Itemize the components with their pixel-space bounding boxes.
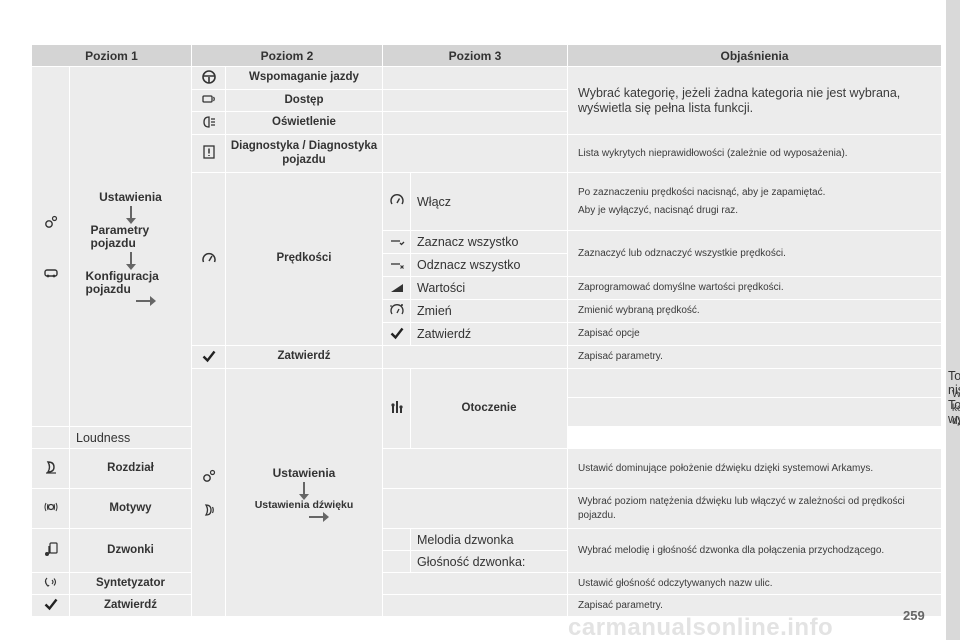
- header-explanations: Objaśnienia: [568, 45, 942, 67]
- settings-gear-icon: [43, 214, 59, 230]
- nav-ustawienia[interactable]: Ustawienia: [99, 189, 162, 204]
- zaznacz-wszystko[interactable]: Zaznacz wszystko: [411, 231, 568, 254]
- settings-gear-icon: [201, 468, 217, 484]
- wlacz-explanation: Po zaznaczeniu prędkości nacisnąć, aby je zapamiętać. Aby je wyłączyć, nacisnąć drugi raz.: [568, 173, 942, 231]
- arrow-down-icon: [130, 206, 132, 220]
- steering-wheel-icon: [201, 69, 217, 85]
- diagnostics-icon: [201, 144, 217, 160]
- nav-konfiguracja-pojazdu[interactable]: Konfiguracja pojazdu: [85, 269, 159, 297]
- ambience-icon: [43, 499, 59, 515]
- header-level-1: Poziom 1: [32, 45, 192, 67]
- arrow-right-icon: [309, 516, 323, 518]
- zatwierdz-parameters[interactable]: Zatwierdź: [226, 346, 383, 369]
- nav-ustawienia-2[interactable]: Ustawienia: [272, 466, 336, 481]
- change-speed-icon: [389, 302, 405, 318]
- speedometer-icon: [201, 250, 217, 266]
- checkmark-icon: [201, 348, 217, 364]
- wspomaganie-jazdy[interactable]: Wspomaganie jazdy: [226, 67, 383, 90]
- rozdzial[interactable]: Rozdział: [70, 449, 192, 489]
- odznacz-wszystko[interactable]: Odznacz wszystko: [411, 254, 568, 277]
- headlight-icon: [201, 114, 217, 130]
- arrow-down-icon: [303, 482, 305, 496]
- motywy-explanation: Wybrać poziom natężenia dźwięku lub włączyć w zależności od prędkości pojazdu.: [568, 489, 942, 529]
- settings-table: [31, 44, 942, 617]
- otoczenie[interactable]: Otoczenie: [411, 369, 568, 449]
- syntetyzator-explanation: Ustawić głośność odczytywanych nazw ulic.: [568, 573, 942, 595]
- header-level-3: Poziom 3: [383, 45, 568, 67]
- table-row: [32, 573, 942, 595]
- motywy[interactable]: Motywy: [70, 489, 192, 529]
- rozdzial-explanation: Ustawić dominujące położenie dźwięku dzięki systemowi Arkamys.: [568, 449, 942, 489]
- zmien[interactable]: Zmień: [411, 300, 568, 323]
- zmien-explanation: Zmienić wybraną prędkość.: [568, 300, 942, 323]
- table-row: [32, 449, 942, 489]
- syntetyzator[interactable]: Syntetyzator: [70, 573, 192, 595]
- sound-distribution-icon: [43, 459, 59, 475]
- nav-ustawienia-dzwieku[interactable]: Ustawienia dźwięku: [254, 499, 354, 512]
- dostep[interactable]: Dostęp: [226, 90, 383, 112]
- predkosci[interactable]: Prędkości: [226, 173, 383, 346]
- watermark-site: carmanualsonline.info: [568, 614, 834, 640]
- checkmark-icon: [43, 596, 59, 612]
- speed-memorize-icon: [389, 192, 405, 208]
- deselect-all-icon: [389, 256, 405, 272]
- level1-nav-cell-2: [226, 369, 383, 617]
- zatwierdz-parameters-explanation: Zapisać parametry.: [568, 346, 942, 369]
- header-level-2: Poziom 2: [192, 45, 383, 67]
- level1-nav-cell: [70, 67, 192, 427]
- wartosci[interactable]: Wartości: [411, 277, 568, 300]
- sound-settings-icon: [201, 502, 217, 518]
- level1-icons-cell: [32, 67, 70, 427]
- dzwonki-explanation: Wybrać melodię i głośność dzwonka dla połączenia przychodzącego.: [568, 529, 942, 573]
- zatwierdz-sound-explanation: Zapisać parametry.: [568, 595, 942, 617]
- ringtone-icon: [43, 541, 59, 557]
- arrow-down-icon: [130, 252, 132, 266]
- table-row: [32, 489, 942, 529]
- select-all-icon: [389, 233, 405, 249]
- dzwonki[interactable]: Dzwonki: [70, 529, 192, 573]
- nav-parametry-pojazdu[interactable]: Parametry pojazdu: [90, 222, 150, 250]
- table-row: [32, 67, 942, 90]
- key-access-icon: [201, 91, 217, 107]
- kategorie-explanation: Wybrać kategorię, jeżeli żadna kategoria nie jest wybrana, wyświetla się pełna lista funkcji.: [568, 67, 942, 135]
- zatwierdz-sound[interactable]: Zatwierdź: [70, 595, 192, 617]
- diagnostyka[interactable]: Diagnostyka / Diagnostyka pojazdu: [226, 135, 383, 173]
- zatwierdz-options-explanation: Zapisać opcje: [568, 323, 942, 346]
- side-tab: [946, 0, 960, 640]
- values-bars-icon: [389, 279, 405, 295]
- car-icon: [43, 264, 59, 280]
- equalizer-icon: [389, 399, 405, 415]
- glosnosc-dzwonka[interactable]: Głośność dzwonka:: [411, 551, 568, 573]
- wartosci-explanation: Zaprogramować domyślne wartości prędkości.: [568, 277, 942, 300]
- loudness[interactable]: Loudness: [70, 427, 192, 449]
- wlacz[interactable]: Włącz: [411, 173, 568, 231]
- oswietlenie[interactable]: Oświetlenie: [226, 112, 383, 135]
- table-row: [32, 529, 942, 551]
- checkmark-icon: [389, 325, 405, 341]
- arrow-right-icon: [136, 300, 150, 302]
- zatwierdz-options[interactable]: Zatwierdź: [411, 323, 568, 346]
- table-header: [32, 45, 942, 67]
- zaznacz-explanation: Zaznaczyć lub odznaczyć wszystkie prędkości.: [568, 231, 942, 277]
- diagnostyka-explanation: Lista wykrytych nieprawidłowości (zależnie od wyposażenia).: [568, 135, 942, 173]
- page-number: 259: [903, 608, 925, 623]
- melodia-dzwonka[interactable]: Melodia dzwonka: [411, 529, 568, 551]
- voice-synthesis-icon: [43, 574, 59, 590]
- level1-icons-cell-2: [192, 369, 226, 617]
